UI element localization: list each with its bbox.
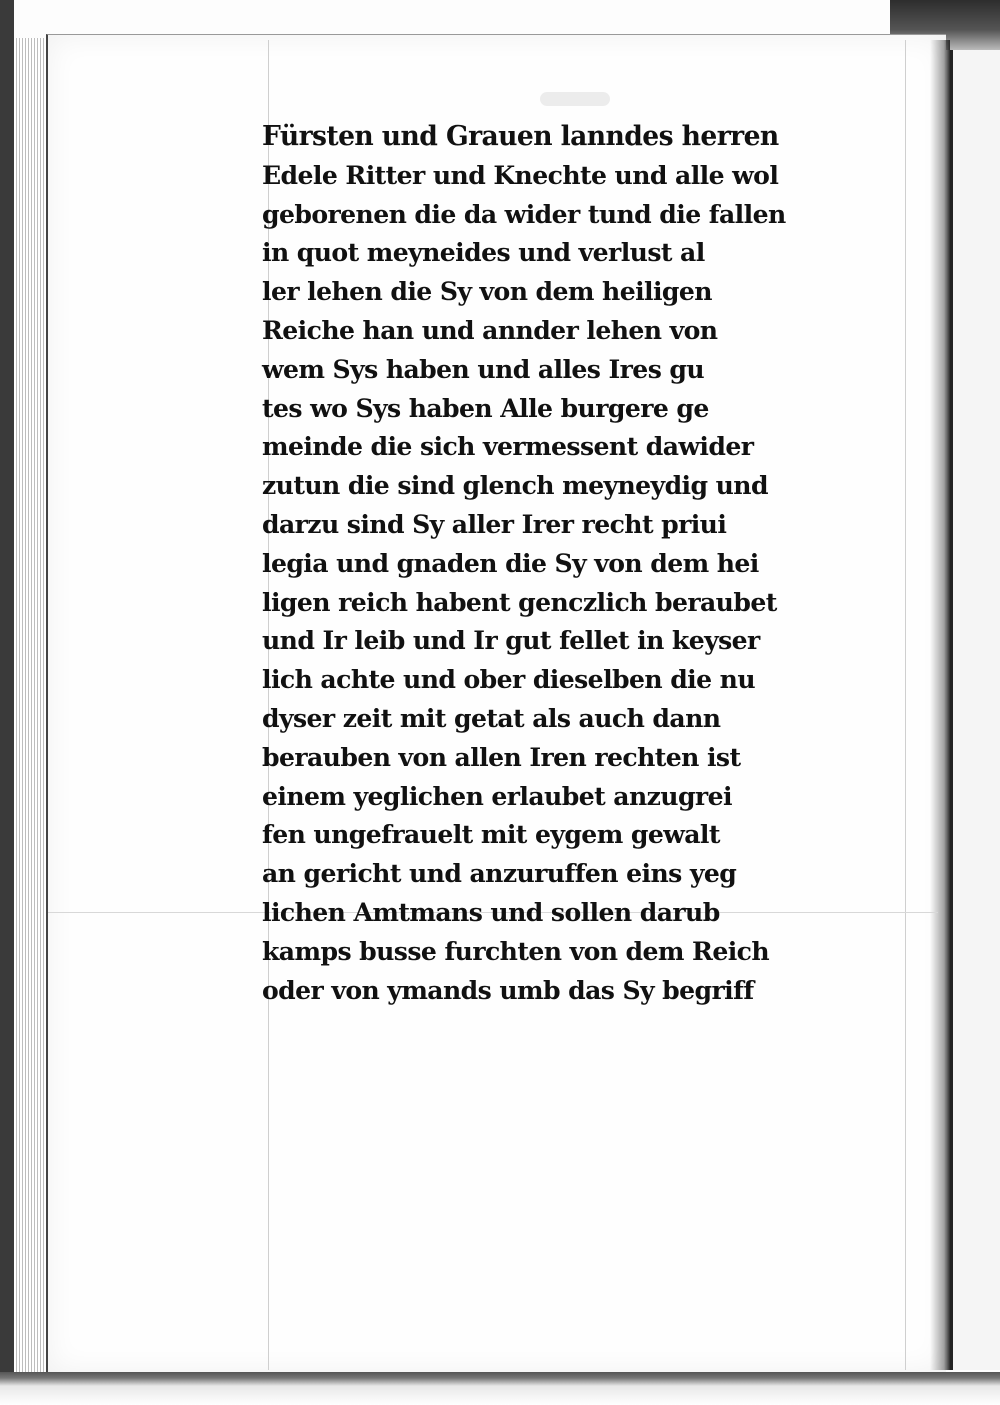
scan-background-bottom xyxy=(0,1372,1000,1405)
scan-background-left xyxy=(0,0,14,1405)
text-line: kamps busse furchten von dem Reich xyxy=(262,936,770,967)
facing-page xyxy=(950,50,1000,1370)
text-line: wem Sys haben und alles Ires gu xyxy=(262,354,705,385)
binding-gutter xyxy=(930,40,950,1370)
text-line: Edele Ritter und Knechte und alle wol xyxy=(262,160,779,191)
text-line: und Ir leib und Ir gut fellet in keyser xyxy=(262,626,760,657)
text-line: meinde die sich vermessent dawider xyxy=(262,432,754,463)
text-line: Reiche han und annder lehen von xyxy=(262,315,718,346)
text-line: Fürsten und Grauen lanndes herren xyxy=(262,121,779,152)
text-line: dyser zeit mit getat als auch dann xyxy=(262,703,721,734)
text-line: an gericht und anzuruffen eins yeg xyxy=(262,859,737,890)
text-line: lichen Amtmans und sollen darub xyxy=(262,897,720,928)
text-line: berauben von allen Iren rechten ist xyxy=(262,742,741,773)
text-line: zutun die sind glench meyneydig und xyxy=(262,471,768,502)
text-line: einem yeglichen erlaubet anzugrei xyxy=(262,781,732,812)
manuscript-text xyxy=(262,118,912,1010)
text-line: ler lehen die Sy von dem heiligen xyxy=(262,277,712,308)
text-line: legia und gnaden die Sy von dem hei xyxy=(262,548,759,579)
text-line: tes wo Sys haben Alle burgere ge xyxy=(262,393,709,424)
text-line: lich achte und ober dieselben die nu xyxy=(262,665,756,696)
page-edges xyxy=(14,38,50,1373)
text-line: ligen reich habent genczlich beraubet xyxy=(262,587,777,618)
text-line: oder von ymands umb das Sy begriff xyxy=(262,975,754,1006)
text-line: in quot meyneides und verlust al xyxy=(262,238,705,269)
text-line: geborenen die da wider tund die fallen xyxy=(262,199,786,230)
text-line: fen ungefrauelt mit eygem gewalt xyxy=(262,820,720,851)
text-line: darzu sind Sy aller Irer recht priui xyxy=(262,509,727,540)
ink-show-through xyxy=(540,92,610,106)
